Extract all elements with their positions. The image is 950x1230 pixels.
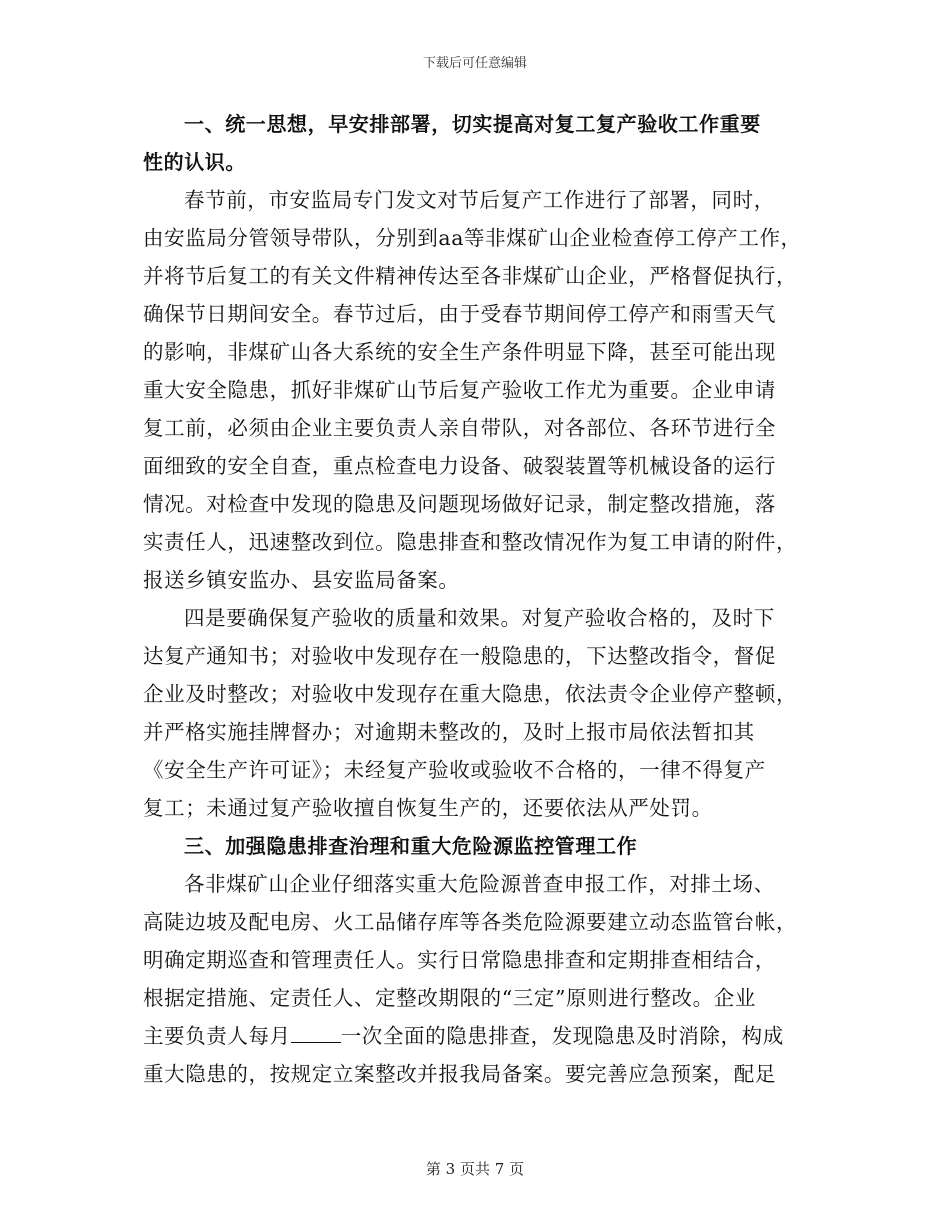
paragraph-line-with-blank: [143, 1017, 803, 1055]
paragraph-line: 报送乡镇安监办、县安监局备案。: [143, 568, 460, 592]
paragraph-line: 明确定期巡查和管理责任人。实行日常隐患排查和定期排查相结合，: [143, 948, 776, 972]
paragraph-line: 各非煤矿山企业仔细落实重大危险源普查申报工作，对排土场、: [184, 872, 775, 896]
page-footer: 第 3 页共 7 页: [425, 1160, 525, 1178]
paragraph-line: 复工前，必须由企业主要负责人亲自带队，对各部位、各环节进行全: [143, 416, 776, 440]
paragraph-line: 春节前，市安监局专门发文对节后复产工作进行了部署，同时，: [184, 188, 775, 212]
paragraph-line: 由安监局分管领导带队，分别到aa等非煤矿山企业检查停工停产工作，: [143, 226, 802, 250]
paragraph-line: 达复产通知书；对验收中发现存在一般隐患的，下达整改指令，督促: [143, 644, 776, 668]
paragraph-line: 重大隐患的，按规定立案整改并报我局备案。要完善应急预案，配足: [143, 1062, 776, 1086]
paragraph-line: 根据定措施、定责任人、定整改期限的“三定”原则进行整改。企业: [143, 986, 756, 1010]
paragraph-line: 复工；未通过复产验收擅自恢复生产的，还要依法从严处罚。: [143, 796, 713, 820]
paragraph-line: 高陡边坡及配电房、火工品储存库等各类危险源要建立动态监管台帐，: [143, 910, 798, 934]
paragraph-line: 并严格实施挂牌督办；对逾期未整改的，及时上报市局依法暂扣其: [143, 720, 755, 744]
paragraph-line: 企业及时整改；对验收中发现存在重大隐患，依法责令企业停产整顿，: [143, 682, 798, 706]
line-part-after-blank: 一次全面的隐患排查，发现隐患及时消除，构成: [340, 1024, 784, 1048]
line-part-before-blank: 主要负责人每月: [143, 1024, 291, 1048]
paragraph-line: 四是要确保复产验收的质量和效果。对复产验收合格的，及时下: [184, 606, 775, 630]
paragraph-line: 的影响，非煤矿山各大系统的安全生产条件明显下降，甚至可能出现: [143, 340, 776, 364]
page-header: 下载后可任意编辑: [422, 56, 527, 71]
document-body: [143, 105, 803, 1093]
paragraph-line: 面细致的安全自查，重点检查电力设备、破裂装置等机械设备的运行: [143, 454, 776, 478]
section-heading-1-cont: 性的认识。: [143, 150, 246, 174]
fill-in-blank: [291, 1020, 341, 1043]
section-heading-1: 一、统一思想，早安排部署，切实提高对复工复产验收工作重要: [184, 112, 761, 136]
paragraph-line: 并将节后复工的有关文件精神传达至各非煤矿山企业，严格督促执行，: [143, 264, 798, 288]
paragraph-line: 实责任人，迅速整改到位。隐患排查和整改情况作为复工申请的附件，: [143, 530, 798, 554]
section-heading-3: 三、加强隐患排查治理和重大危险源监控管理工作: [184, 834, 638, 858]
paragraph-line: 情况。对检查中发现的隐患及问题现场做好记录，制定整改措施，落: [143, 492, 776, 516]
paragraph-line: 确保节日期间安全。春节过后，由于受春节期间停工停产和雨雪天气: [143, 302, 776, 326]
paragraph-line: 重大安全隐患，抓好非煤矿山节后复产验收工作尤为重要。企业申请: [143, 378, 776, 402]
paragraph-line: 《安全生产许可证》；未经复产验收或验收不合格的，一律不得复产: [143, 758, 766, 782]
